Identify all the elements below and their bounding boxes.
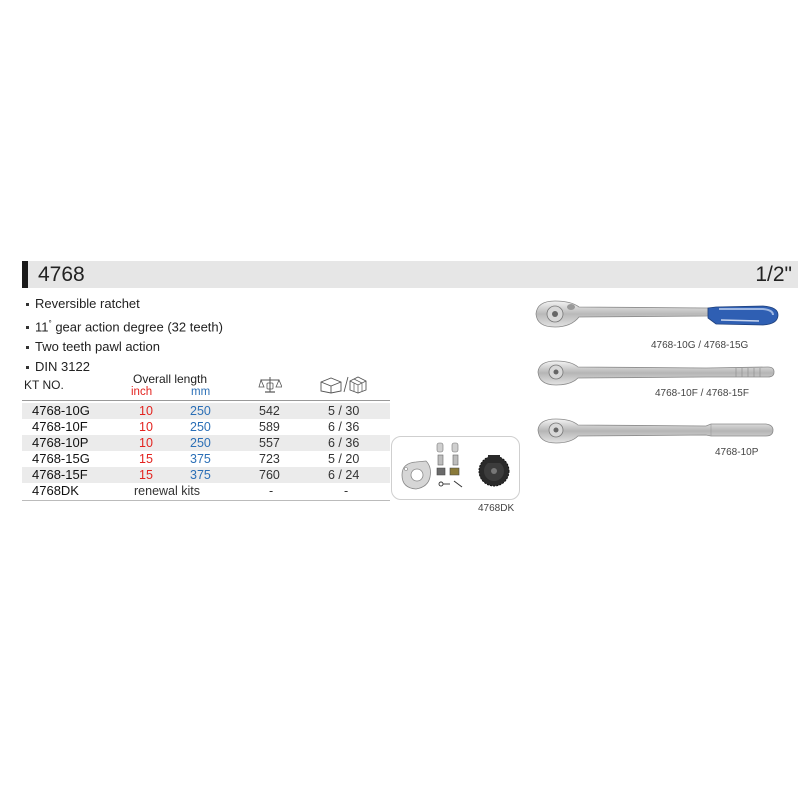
table-row: 4768-10P 10 250 557 6 / 36 [22, 435, 390, 451]
ratchet-10f-image [536, 358, 776, 388]
table-bottom-divider [22, 500, 390, 501]
repair-kit-image [392, 437, 519, 499]
weight-scale-icon [258, 375, 282, 395]
bullet-icon [26, 366, 29, 369]
feature-item: Two teeth pawl action [26, 337, 223, 357]
header-accent [22, 261, 28, 288]
header-bar [22, 261, 798, 288]
drive-size: 1/2" [755, 263, 792, 286]
header-mm: mm [191, 386, 211, 398]
table-row: 4768DK renewal kits - - [32, 483, 349, 498]
ratchet-10p-image [536, 416, 776, 446]
repair-kit-panel [391, 436, 520, 500]
feature-item: 11° gear action degree (32 teeth) [26, 314, 223, 337]
table-row: 4768-15F 15 375 760 6 / 24 [22, 467, 390, 483]
kit-caption: 4768DK [478, 503, 515, 514]
ratchet-p-caption: 4768-10P [715, 447, 759, 458]
product-title: 4768 [38, 263, 85, 286]
feature-item: DIN 3122 [26, 357, 223, 377]
bullet-icon [26, 326, 29, 329]
feature-list [26, 294, 223, 377]
table-header-divider [22, 400, 390, 401]
ratchet-g-caption: 4768-10G / 4768-15G [651, 340, 749, 351]
header-inch: inch [131, 386, 153, 398]
table-row: 4768-15G 15 375 723 5 / 20 [32, 451, 360, 466]
box-pack-icon [319, 374, 367, 394]
bullet-icon [26, 346, 29, 349]
header-overall-length: Overall length [133, 372, 208, 386]
header-kt-no: KT NO. [24, 378, 64, 392]
feature-item: Reversible ratchet [26, 294, 223, 314]
ratchet-f-caption: 4768-10F / 4768-15F [655, 388, 749, 399]
table-row: 4768-10F 10 250 589 6 / 36 [32, 419, 360, 434]
ratchet-10g-image [533, 296, 780, 336]
table-row: 4768-10G 10 250 542 5 / 30 [22, 403, 390, 419]
bullet-icon [26, 303, 29, 306]
